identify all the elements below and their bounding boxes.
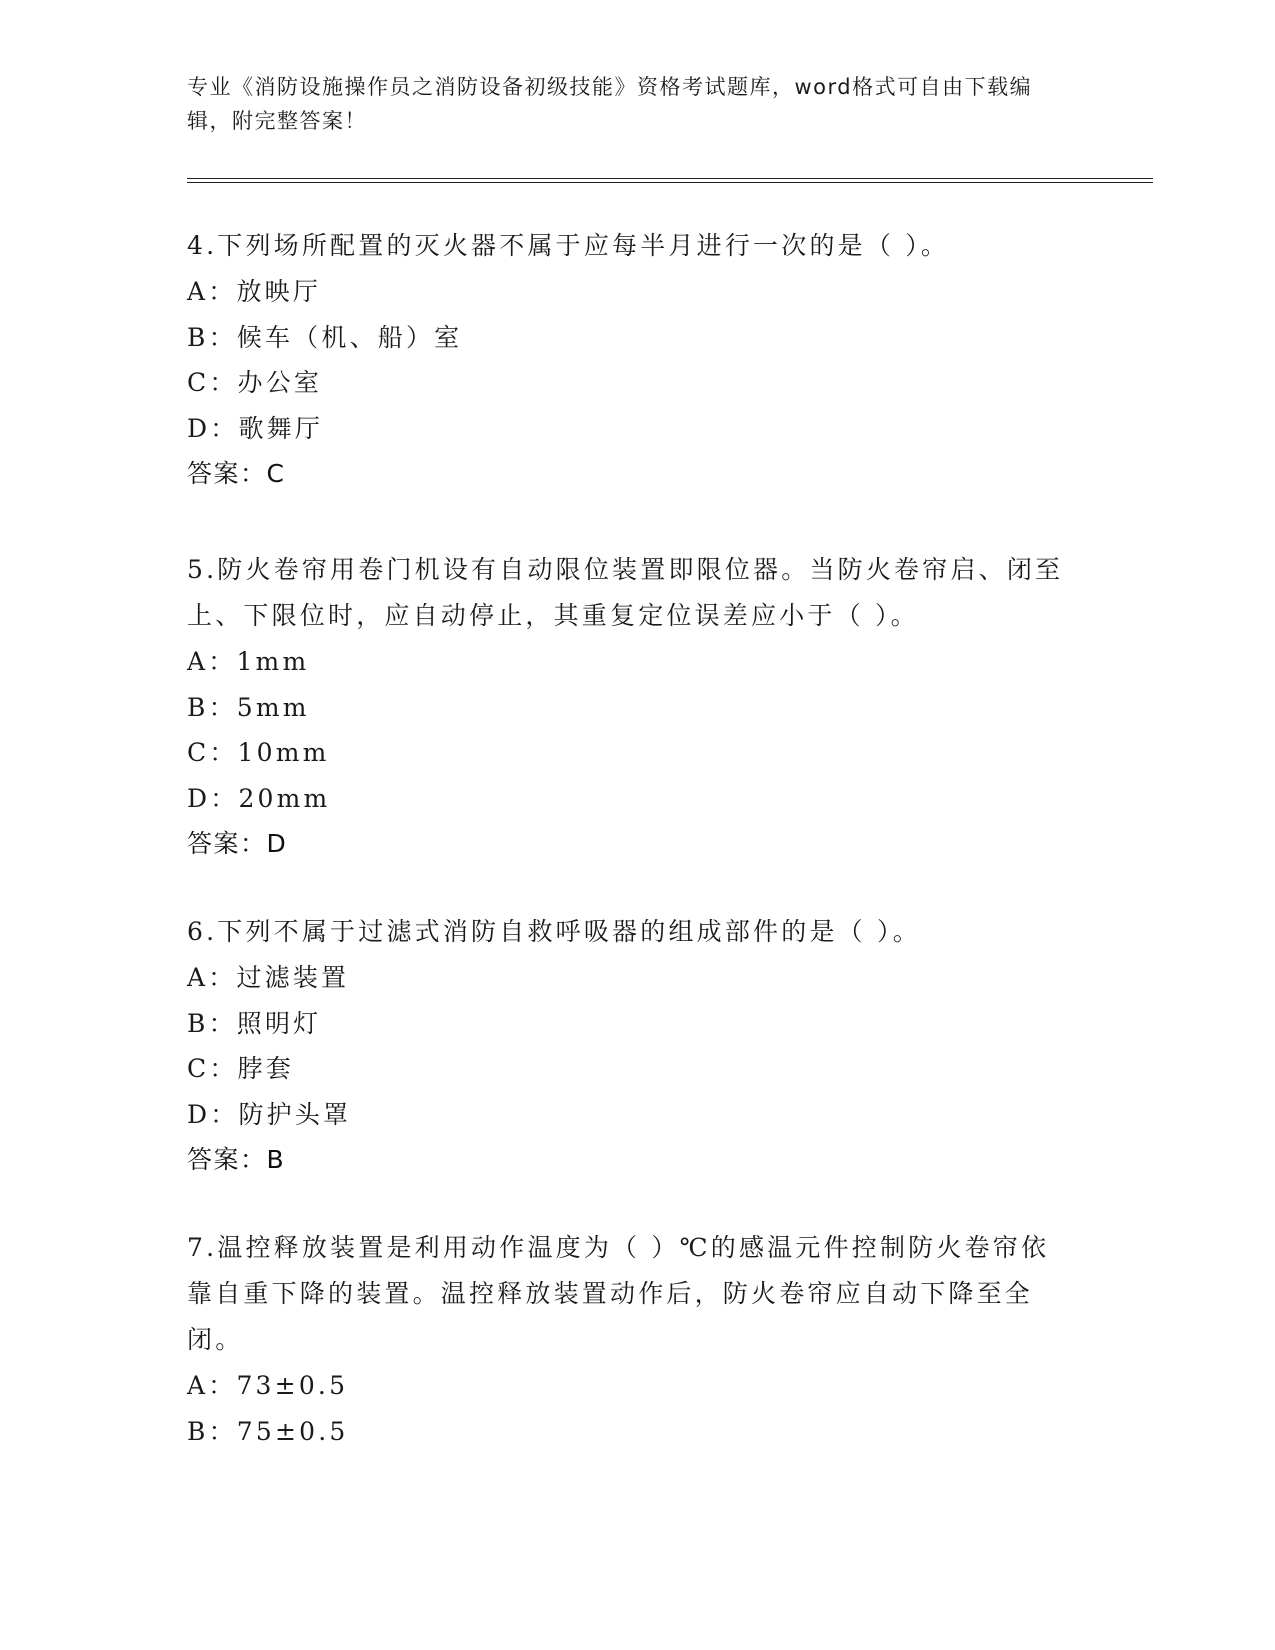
option-b: B：候车（机、船）室	[187, 322, 463, 352]
option-list	[187, 955, 1067, 1137]
question-stem: 5.防火卷帘用卷门机设有自动限位装置即限位器。当防火卷帘启、闭至上、下限位时，应自动停止，其重复定位误差应小于（ ）。	[187, 555, 1064, 630]
option-b: B：75±0.5	[187, 1416, 349, 1446]
option-b: B：5mm	[187, 692, 310, 722]
question-stem: 4.下列场所配置的灭火器不属于应每半月进行一次的是（ ）。	[187, 231, 950, 260]
option-a: A：过滤装置	[187, 963, 350, 992]
answer-text: 答案：D	[187, 829, 288, 858]
option-c: C：10mm	[187, 738, 330, 767]
document-header: 专业《消防设施操作员之消防设备初级技能》资格考试题库，word格式可自由下载编辑，附完整答案！	[187, 75, 1033, 133]
answer-text: 答案：C	[187, 459, 286, 488]
option-d: D：20mm	[187, 783, 331, 813]
option-list	[187, 639, 1067, 821]
question-7	[187, 1225, 1067, 1454]
option-c: C：脖套	[187, 1054, 294, 1083]
question-stem: 6.下列不属于过滤式消防自救呼吸器的组成部件的是（ ）。	[187, 917, 921, 946]
question-6	[187, 909, 1067, 1182]
question-5	[187, 547, 1067, 866]
header-divider	[187, 178, 1153, 183]
option-a: A：73±0.5	[187, 1371, 349, 1400]
option-a: A：放映厅	[187, 277, 322, 306]
option-c: C：办公室	[187, 368, 323, 397]
option-list	[187, 1363, 1067, 1454]
option-b: B：照明灯	[187, 1008, 322, 1038]
question-stem: 7.温控释放装置是利用动作温度为（ ）℃的感温元件控制防火卷帘依靠自重下降的装置。温控释放装置动作后，防火卷帘应自动下降至全闭。	[187, 1233, 1050, 1354]
option-a: A：1mm	[187, 647, 310, 676]
option-d: D：歌舞厅	[187, 413, 324, 443]
option-list	[187, 269, 1067, 451]
question-4	[187, 223, 1067, 496]
answer-text: 答案：B	[187, 1145, 286, 1174]
option-d: D：防护头罩	[187, 1099, 352, 1129]
